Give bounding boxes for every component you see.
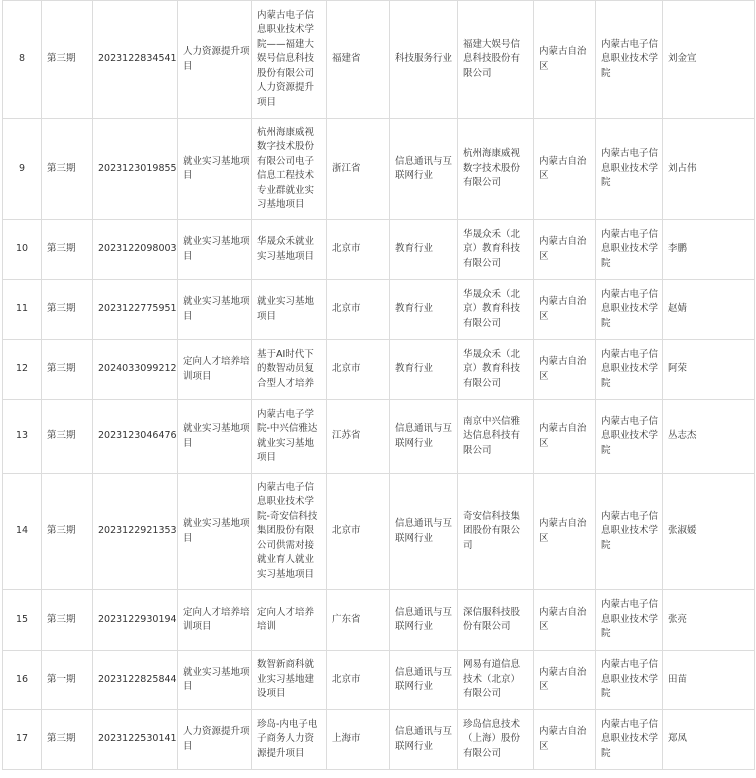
- project-table: [2, 0, 755, 770]
- province-cell: 江苏省: [327, 400, 390, 474]
- school-cell: 内蒙古电子信息职业技术学院: [596, 474, 663, 590]
- batch-cell: 第三期: [42, 590, 93, 651]
- table-row: [3, 1, 755, 119]
- project-name-cell: 内蒙古电子信息职业技术学院——福建大娱号信息科技股份有限公司人力资源提升项目: [252, 1, 327, 119]
- province-cell: 广东省: [327, 590, 390, 651]
- batch-cell: 第三期: [42, 710, 93, 770]
- school-cell: 内蒙古电子信息职业技术学院: [596, 651, 663, 710]
- region-cell: 内蒙古自治区: [534, 710, 596, 770]
- table-row: [3, 280, 755, 340]
- project-type-cell: 定向人才培养培训项目: [178, 590, 252, 651]
- table-row: [3, 651, 755, 710]
- province-cell: 北京市: [327, 220, 390, 280]
- table-row: [3, 474, 755, 590]
- province-cell: 北京市: [327, 340, 390, 400]
- school-cell: 内蒙古电子信息职业技术学院: [596, 340, 663, 400]
- contact-person-cell: 阿荣: [663, 340, 755, 400]
- province-cell: 北京市: [327, 651, 390, 710]
- company-cell: 华晟众禾（北京）教育科技有限公司: [458, 340, 534, 400]
- industry-cell: 教育行业: [390, 280, 458, 340]
- industry-cell: 信息通讯与互联网行业: [390, 710, 458, 770]
- project-name-cell: 就业实习基地项目: [252, 280, 327, 340]
- region-cell: 内蒙古自治区: [534, 474, 596, 590]
- batch-cell: 第一期: [42, 651, 93, 710]
- project-type-cell: 就业实习基地项目: [178, 280, 252, 340]
- row-number: 9: [3, 119, 42, 220]
- project-name-cell: 定向人才培养培训: [252, 590, 327, 651]
- industry-cell: 教育行业: [390, 340, 458, 400]
- school-cell: 内蒙古电子信息职业技术学院: [596, 400, 663, 474]
- industry-cell: 信息通讯与互联网行业: [390, 590, 458, 651]
- table-row: [3, 119, 755, 220]
- batch-cell: 第三期: [42, 220, 93, 280]
- province-cell: 北京市: [327, 280, 390, 340]
- province-cell: 福建省: [327, 1, 390, 119]
- contact-person-cell: 郑凤: [663, 710, 755, 770]
- region-cell: 内蒙古自治区: [534, 590, 596, 651]
- contact-person-cell: 田苗: [663, 651, 755, 710]
- batch-cell: 第三期: [42, 400, 93, 474]
- project-id-cell: 2023123019855: [93, 119, 178, 220]
- batch-cell: 第三期: [42, 474, 93, 590]
- table-row: [3, 590, 755, 651]
- industry-cell: 信息通讯与互联网行业: [390, 119, 458, 220]
- batch-cell: 第三期: [42, 1, 93, 119]
- school-cell: 内蒙古电子信息职业技术学院: [596, 119, 663, 220]
- project-type-cell: 人力资源提升项目: [178, 1, 252, 119]
- row-number: 10: [3, 220, 42, 280]
- table-row: [3, 340, 755, 400]
- project-id-cell: 2024033099212: [93, 340, 178, 400]
- project-id-cell: 2023122825844: [93, 651, 178, 710]
- company-cell: 网易有道信息技术（北京）有限公司: [458, 651, 534, 710]
- project-id-cell: 2023122098003: [93, 220, 178, 280]
- region-cell: 内蒙古自治区: [534, 651, 596, 710]
- industry-cell: 科技服务行业: [390, 1, 458, 119]
- region-cell: 内蒙古自治区: [534, 280, 596, 340]
- table-row: [3, 220, 755, 280]
- row-number: 11: [3, 280, 42, 340]
- school-cell: 内蒙古电子信息职业技术学院: [596, 220, 663, 280]
- row-number: 17: [3, 710, 42, 770]
- project-type-cell: 定向人才培养培训项目: [178, 340, 252, 400]
- project-name-cell: 数智新商科就业实习基地建设项目: [252, 651, 327, 710]
- company-cell: 杭州海康威视数字技术股份有限公司: [458, 119, 534, 220]
- project-id-cell: 2023122921353: [93, 474, 178, 590]
- project-name-cell: 华晟众禾就业实习基地项目: [252, 220, 327, 280]
- contact-person-cell: 张淑媛: [663, 474, 755, 590]
- row-number: 8: [3, 1, 42, 119]
- row-number: 16: [3, 651, 42, 710]
- contact-person-cell: 刘金宣: [663, 1, 755, 119]
- row-number: 13: [3, 400, 42, 474]
- project-name-cell: 内蒙古电子信息职业技术学院-奇安信科技集团股份有限公司供需对接就业育人就业实习基地项目: [252, 474, 327, 590]
- project-type-cell: 就业实习基地项目: [178, 400, 252, 474]
- row-number: 14: [3, 474, 42, 590]
- company-cell: 华晟众禾（北京）教育科技有限公司: [458, 280, 534, 340]
- company-cell: 奇安信科技集团股份有限公司: [458, 474, 534, 590]
- project-type-cell: 人力资源提升项目: [178, 710, 252, 770]
- region-cell: 内蒙古自治区: [534, 400, 596, 474]
- row-number: 12: [3, 340, 42, 400]
- school-cell: 内蒙古电子信息职业技术学院: [596, 710, 663, 770]
- project-type-cell: 就业实习基地项目: [178, 220, 252, 280]
- table-row: [3, 400, 755, 474]
- region-cell: 内蒙古自治区: [534, 1, 596, 119]
- batch-cell: 第三期: [42, 119, 93, 220]
- project-name-cell: 珍岛-内电子电子商务人力资源提升项目: [252, 710, 327, 770]
- contact-person-cell: 李鹏: [663, 220, 755, 280]
- province-cell: 浙江省: [327, 119, 390, 220]
- region-cell: 内蒙古自治区: [534, 119, 596, 220]
- industry-cell: 信息通讯与互联网行业: [390, 651, 458, 710]
- school-cell: 内蒙古电子信息职业技术学院: [596, 280, 663, 340]
- company-cell: 华晟众禾（北京）教育科技有限公司: [458, 220, 534, 280]
- industry-cell: 信息通讯与互联网行业: [390, 474, 458, 590]
- company-cell: 福建大娱号信息科技股份有限公司: [458, 1, 534, 119]
- industry-cell: 信息通讯与互联网行业: [390, 400, 458, 474]
- project-id-cell: 2023123046476: [93, 400, 178, 474]
- project-name-cell: 内蒙古电子学院-中兴信雅达就业实习基地项目: [252, 400, 327, 474]
- region-cell: 内蒙古自治区: [534, 340, 596, 400]
- project-type-cell: 就业实习基地项目: [178, 474, 252, 590]
- project-type-cell: 就业实习基地项目: [178, 651, 252, 710]
- project-id-cell: 2023122530141: [93, 710, 178, 770]
- batch-cell: 第三期: [42, 340, 93, 400]
- region-cell: 内蒙古自治区: [534, 220, 596, 280]
- province-cell: 北京市: [327, 474, 390, 590]
- contact-person-cell: 丛志杰: [663, 400, 755, 474]
- project-name-cell: 基于AI时代下的数智动员复合型人才培养: [252, 340, 327, 400]
- contact-person-cell: 赵婧: [663, 280, 755, 340]
- school-cell: 内蒙古电子信息职业技术学院: [596, 590, 663, 651]
- industry-cell: 教育行业: [390, 220, 458, 280]
- project-id-cell: 2023122834541: [93, 1, 178, 119]
- project-type-cell: 就业实习基地项目: [178, 119, 252, 220]
- contact-person-cell: 张亮: [663, 590, 755, 651]
- company-cell: 深信服科技股份有限公司: [458, 590, 534, 651]
- table-row: [3, 710, 755, 770]
- company-cell: 南京中兴信雅达信息科技有限公司: [458, 400, 534, 474]
- row-number: 15: [3, 590, 42, 651]
- contact-person-cell: 刘占伟: [663, 119, 755, 220]
- company-cell: 珍岛信息技术（上海）股份有限公司: [458, 710, 534, 770]
- project-id-cell: 2023122930194: [93, 590, 178, 651]
- school-cell: 内蒙古电子信息职业技术学院: [596, 1, 663, 119]
- batch-cell: 第三期: [42, 280, 93, 340]
- project-name-cell: 杭州海康威视数字技术股份有限公司电子信息工程技术专业群就业实习基地项目: [252, 119, 327, 220]
- project-id-cell: 2023122775951: [93, 280, 178, 340]
- province-cell: 上海市: [327, 710, 390, 770]
